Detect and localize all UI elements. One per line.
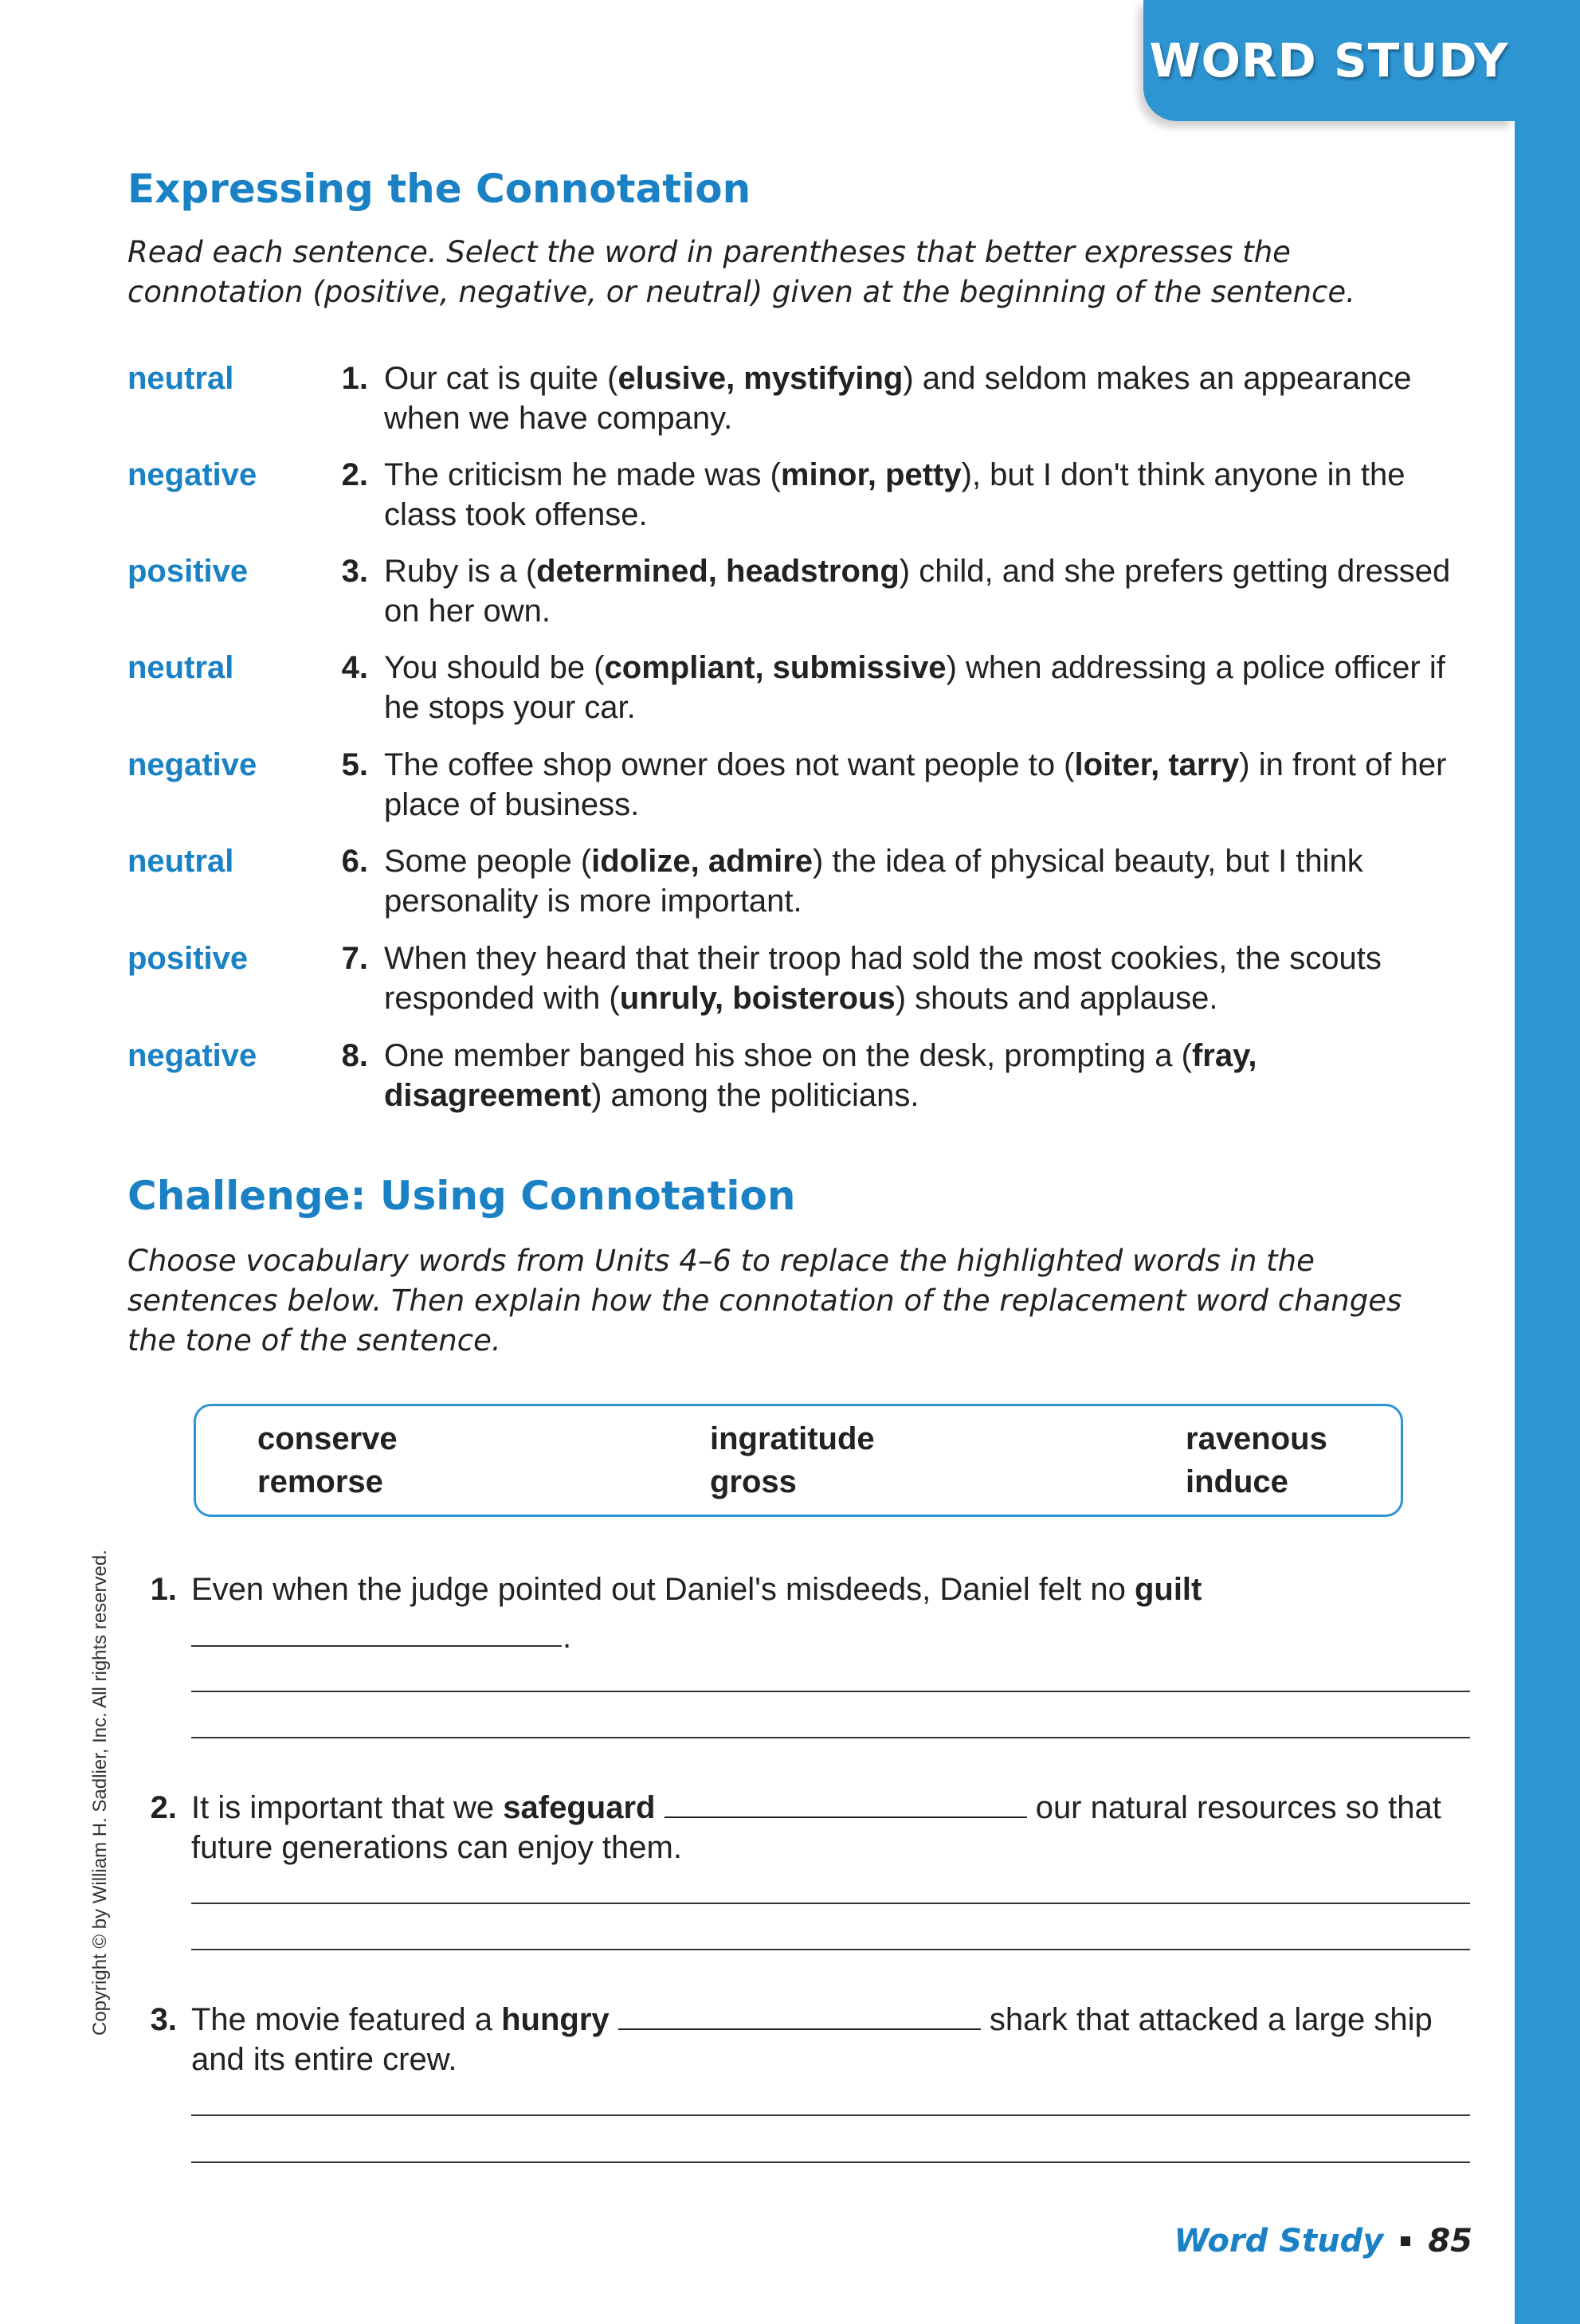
section1-instructions: Read each sentence. Select the word in parentheses that better expresses the connotation (positive, negative, or neutral) given at the beginning of the sentence. bbox=[127, 235, 1355, 309]
word-choice[interactable]: fray, disagreement bbox=[384, 1038, 1257, 1113]
item-sentence: It is important that we safeguard our natural resources so that future generations can enjoy them. bbox=[191, 1790, 1441, 1865]
section2-title: Challenge: Using Connotation bbox=[127, 1173, 796, 1219]
item-sentence: Ruby is a (determined, headstrong) child, and she prefers getting dressed on her own. bbox=[384, 554, 1451, 629]
word-bank-word: ingratitude bbox=[710, 1421, 875, 1456]
connotation-tag: neutral bbox=[127, 844, 234, 879]
word-bank bbox=[194, 1404, 1403, 1517]
replacement-blank[interactable] bbox=[191, 1645, 562, 1647]
explanation-line[interactable] bbox=[191, 1903, 1470, 1904]
item-sentence: The coffee shop owner does not want people to (loiter, tarry) in front of her place of business. bbox=[384, 747, 1447, 822]
highlighted-word: hungry bbox=[501, 2002, 610, 2037]
item-sentence: Even when the judge pointed out Daniel's misdeeds, Daniel felt no guilt bbox=[191, 1572, 1202, 1607]
side-color-band bbox=[1515, 0, 1580, 2324]
word-bank-word: remorse bbox=[257, 1464, 383, 1499]
connotation-tag: negative bbox=[127, 457, 257, 492]
item-sentence: The movie featured a hungry shark that attacked a large ship and its entire crew. bbox=[191, 2002, 1433, 2077]
word-choice[interactable]: elusive, mystifying bbox=[617, 361, 904, 396]
item-sentence: The criticism he made was (minor, petty), but I don't think anyone in the class took offense. bbox=[384, 457, 1406, 532]
item-number: 2. bbox=[341, 457, 368, 492]
word-choice[interactable]: compliant, submissive bbox=[604, 650, 947, 685]
replacement-blank[interactable] bbox=[618, 2028, 981, 2030]
explanation-line[interactable] bbox=[191, 2114, 1470, 2116]
connotation-item bbox=[127, 841, 1466, 929]
connotation-item bbox=[127, 551, 1466, 639]
item-number: 6. bbox=[341, 844, 368, 879]
connotation-tag: neutral bbox=[127, 650, 234, 685]
connotation-tag: positive bbox=[127, 554, 249, 589]
explanation-line[interactable] bbox=[191, 1691, 1470, 1692]
word-choice[interactable]: minor, petty bbox=[780, 457, 962, 492]
page-number: 85 bbox=[1428, 2223, 1472, 2259]
footer-label: Word Study bbox=[1174, 2223, 1384, 2259]
section2-instructions: Choose vocabulary words from Units 4–6 to replace the highlighted words in the sentences below. Then explain how the connotation of the replacement word changes the tone of the sentence. bbox=[127, 1244, 1402, 1358]
connotation-item bbox=[127, 745, 1466, 833]
connotation-item bbox=[127, 648, 1466, 735]
word-bank-word: induce bbox=[1186, 1464, 1288, 1499]
section1-title: Expressing the Connotation bbox=[127, 166, 751, 212]
word-bank-word: gross bbox=[710, 1464, 797, 1499]
word-choice[interactable]: loiter, tarry bbox=[1074, 747, 1240, 782]
item-sentence: Our cat is quite (elusive, mystifying) and seldom makes an appearance when we have company. bbox=[384, 361, 1412, 436]
replacement-blank[interactable] bbox=[665, 1816, 1027, 1818]
connotation-tag: negative bbox=[127, 1038, 257, 1073]
connotation-item bbox=[127, 939, 1466, 1026]
connotation-tag: negative bbox=[127, 747, 257, 782]
copyright-notice: Copyright © by William H. Sadlier, Inc. All rights reserved. bbox=[89, 1550, 111, 2036]
item-number: 1. bbox=[341, 361, 368, 396]
word-bank-word: ravenous bbox=[1186, 1421, 1327, 1456]
connotation-item bbox=[127, 455, 1466, 543]
sentence-period: . bbox=[563, 1620, 572, 1655]
connotation-item bbox=[127, 1036, 1466, 1123]
word-bank-word: conserve bbox=[257, 1421, 398, 1456]
item-number: 8. bbox=[341, 1038, 368, 1073]
word-choice[interactable]: determined, headstrong bbox=[536, 554, 900, 589]
word-choice[interactable]: idolize, admire bbox=[591, 844, 814, 879]
word-choice[interactable]: unruly, boisterous bbox=[619, 981, 896, 1016]
item-sentence: You should be (compliant, submissive) when addressing a police officer if he stops your car. bbox=[384, 650, 1445, 725]
highlighted-word: guilt bbox=[1134, 1572, 1202, 1607]
explanation-line[interactable] bbox=[191, 1737, 1470, 1738]
square-bullet-icon bbox=[1401, 2236, 1410, 2246]
connotation-item bbox=[127, 359, 1466, 446]
page-footer bbox=[1174, 2223, 1472, 2259]
explanation-line[interactable] bbox=[191, 1949, 1470, 1950]
item-sentence: One member banged his shoe on the desk, prompting a (fray, disagreement) among the politicians. bbox=[384, 1038, 1257, 1113]
item-number: 1. bbox=[150, 1572, 177, 1607]
highlighted-word: safeguard bbox=[503, 1790, 656, 1825]
item-number: 7. bbox=[341, 941, 368, 976]
explanation-line[interactable] bbox=[191, 2161, 1470, 2163]
item-number: 3. bbox=[341, 554, 368, 589]
section-tab bbox=[1143, 0, 1515, 121]
item-number: 5. bbox=[341, 747, 368, 782]
connotation-tag: positive bbox=[127, 941, 249, 976]
item-number: 4. bbox=[341, 650, 368, 685]
item-sentence: When they heard that their troop had sold the most cookies, the scouts responded with (unruly, boisterous) shouts and applause. bbox=[384, 941, 1382, 1016]
item-number: 2. bbox=[150, 1790, 177, 1825]
item-number: 3. bbox=[150, 2002, 177, 2037]
item-sentence: Some people (idolize, admire) the idea of physical beauty, but I think personality is more important. bbox=[384, 844, 1363, 919]
connotation-tag: neutral bbox=[127, 361, 234, 396]
section-tab-label: WORD STUDY bbox=[1149, 33, 1509, 88]
